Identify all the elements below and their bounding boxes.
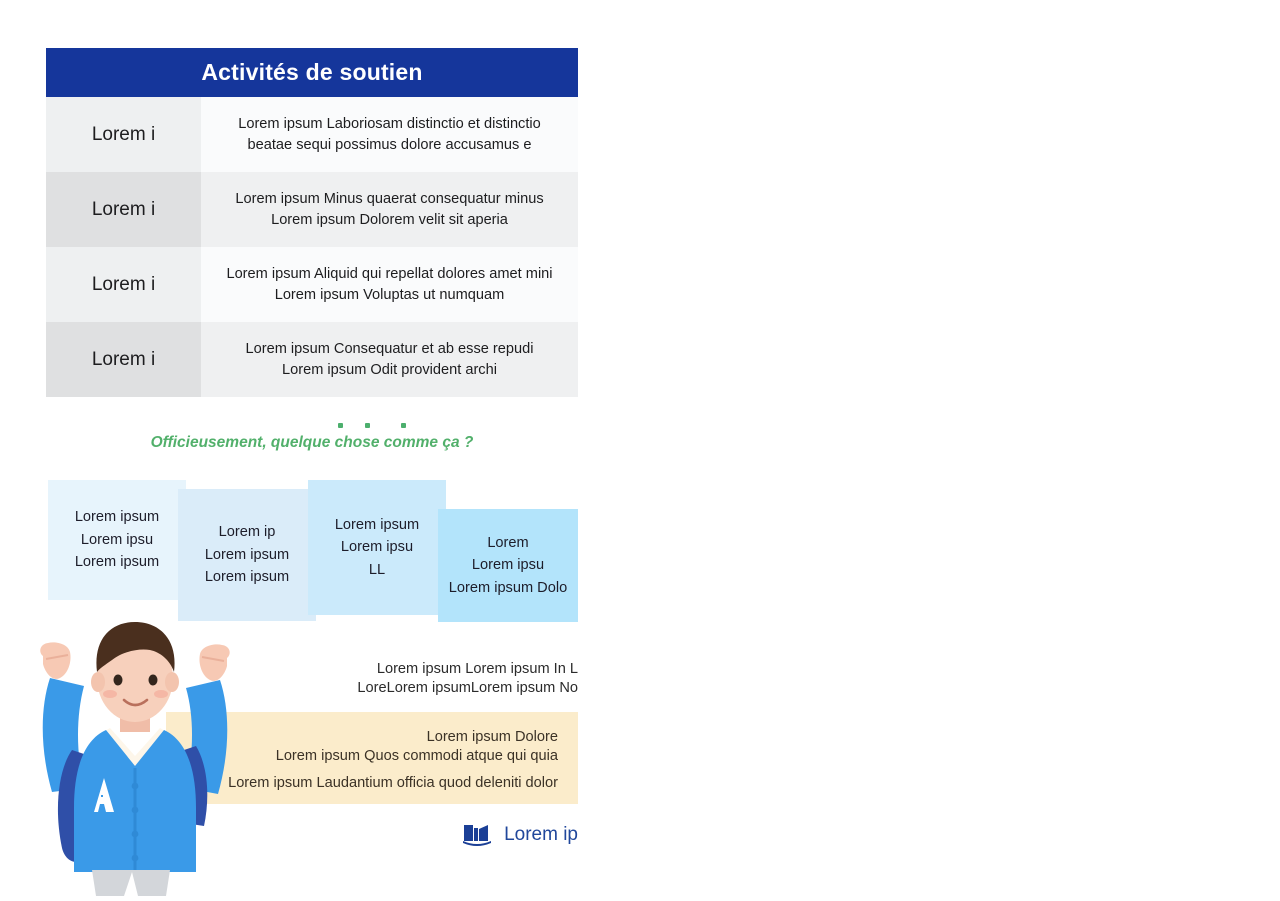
step-box-line: Lorem ip (218, 524, 276, 541)
activities-table (46, 48, 578, 397)
step-box-line: LL (368, 561, 386, 578)
step-box-line: Lorem ipsu (340, 539, 414, 556)
middle-text-line: Lorem ipsum Lorem ipsum In L (376, 661, 578, 677)
table-cell-line: Lorem ipsum Consequatur et ab esse repudi (245, 340, 534, 357)
table-cell-line: beatae sequi possimus dolore accusamus e (247, 136, 532, 153)
step-box-line: Lorem ipsum Dolo (448, 579, 568, 596)
table-cell-line: Lorem ipsum Voluptas ut numquam (274, 286, 505, 303)
table-row[interactable] (46, 97, 578, 172)
step-box-line: Lorem ipsum (334, 516, 420, 533)
table-cell-line: Lorem ipsum Dolorem velit sit aperia (271, 211, 508, 228)
table-cell-line: Lorem ipsum Minus quaerat consequatur minus (235, 190, 544, 207)
footer-label: Lorem ip (504, 824, 578, 845)
dot-icon (338, 423, 343, 428)
open-book-icon (462, 822, 492, 848)
table-cell-label: Lorem i (46, 97, 201, 172)
table-title: Activités de soutien (46, 48, 578, 97)
table-row[interactable] (46, 322, 578, 397)
table-row[interactable] (46, 247, 578, 322)
step-box-4[interactable] (438, 509, 578, 622)
decorative-dots (330, 421, 420, 431)
table-cell-label: Lorem i (46, 172, 201, 247)
table-cell-description (201, 247, 578, 322)
table-cell-line: Lorem ipsum Odit provident archi (282, 361, 497, 378)
step-box-line: Lorem ipsum (204, 569, 290, 586)
step-box-line: Lorem ipsu (471, 557, 545, 574)
table-cell-line: Lorem ipsum Laboriosam distinctio et distinctio (238, 115, 541, 132)
step-box-line: Lorem (487, 534, 529, 551)
step-box-line: Lorem ipsu (80, 531, 154, 548)
highlight-box-line: Lorem ipsum Laudantium officia quod deleniti dolor (228, 775, 558, 791)
table-cell-description (201, 172, 578, 247)
highlight-box-line: Lorem ipsum Dolore (426, 729, 558, 745)
dot-icon (365, 423, 370, 428)
dot-icon (401, 423, 406, 428)
table-cell-label: Lorem i (46, 322, 201, 397)
step-box-line: Lorem ipsum (74, 509, 160, 526)
table-cell-description (201, 322, 578, 397)
table-body (46, 97, 578, 397)
step-box-line: Lorem ipsum (204, 546, 290, 563)
table-cell-line: Lorem ipsum Aliquid qui repellat dolores amet mini (226, 265, 553, 282)
middle-text-line: LoreLorem ipsumLorem ipsum No (357, 680, 578, 696)
step-box-3[interactable] (308, 480, 446, 615)
green-caption: Officieusement, quelque chose comme ça ? (150, 434, 474, 451)
table-cell-description (201, 97, 578, 172)
step-box-line: Lorem ipsum (74, 554, 160, 571)
footer-item[interactable] (400, 822, 578, 848)
table-cell-label: Lorem i (46, 247, 201, 322)
highlight-box-line: Lorem ipsum Quos commodi atque qui quia (275, 748, 558, 764)
student-cheering-illustration (10, 560, 260, 896)
table-row[interactable] (46, 172, 578, 247)
